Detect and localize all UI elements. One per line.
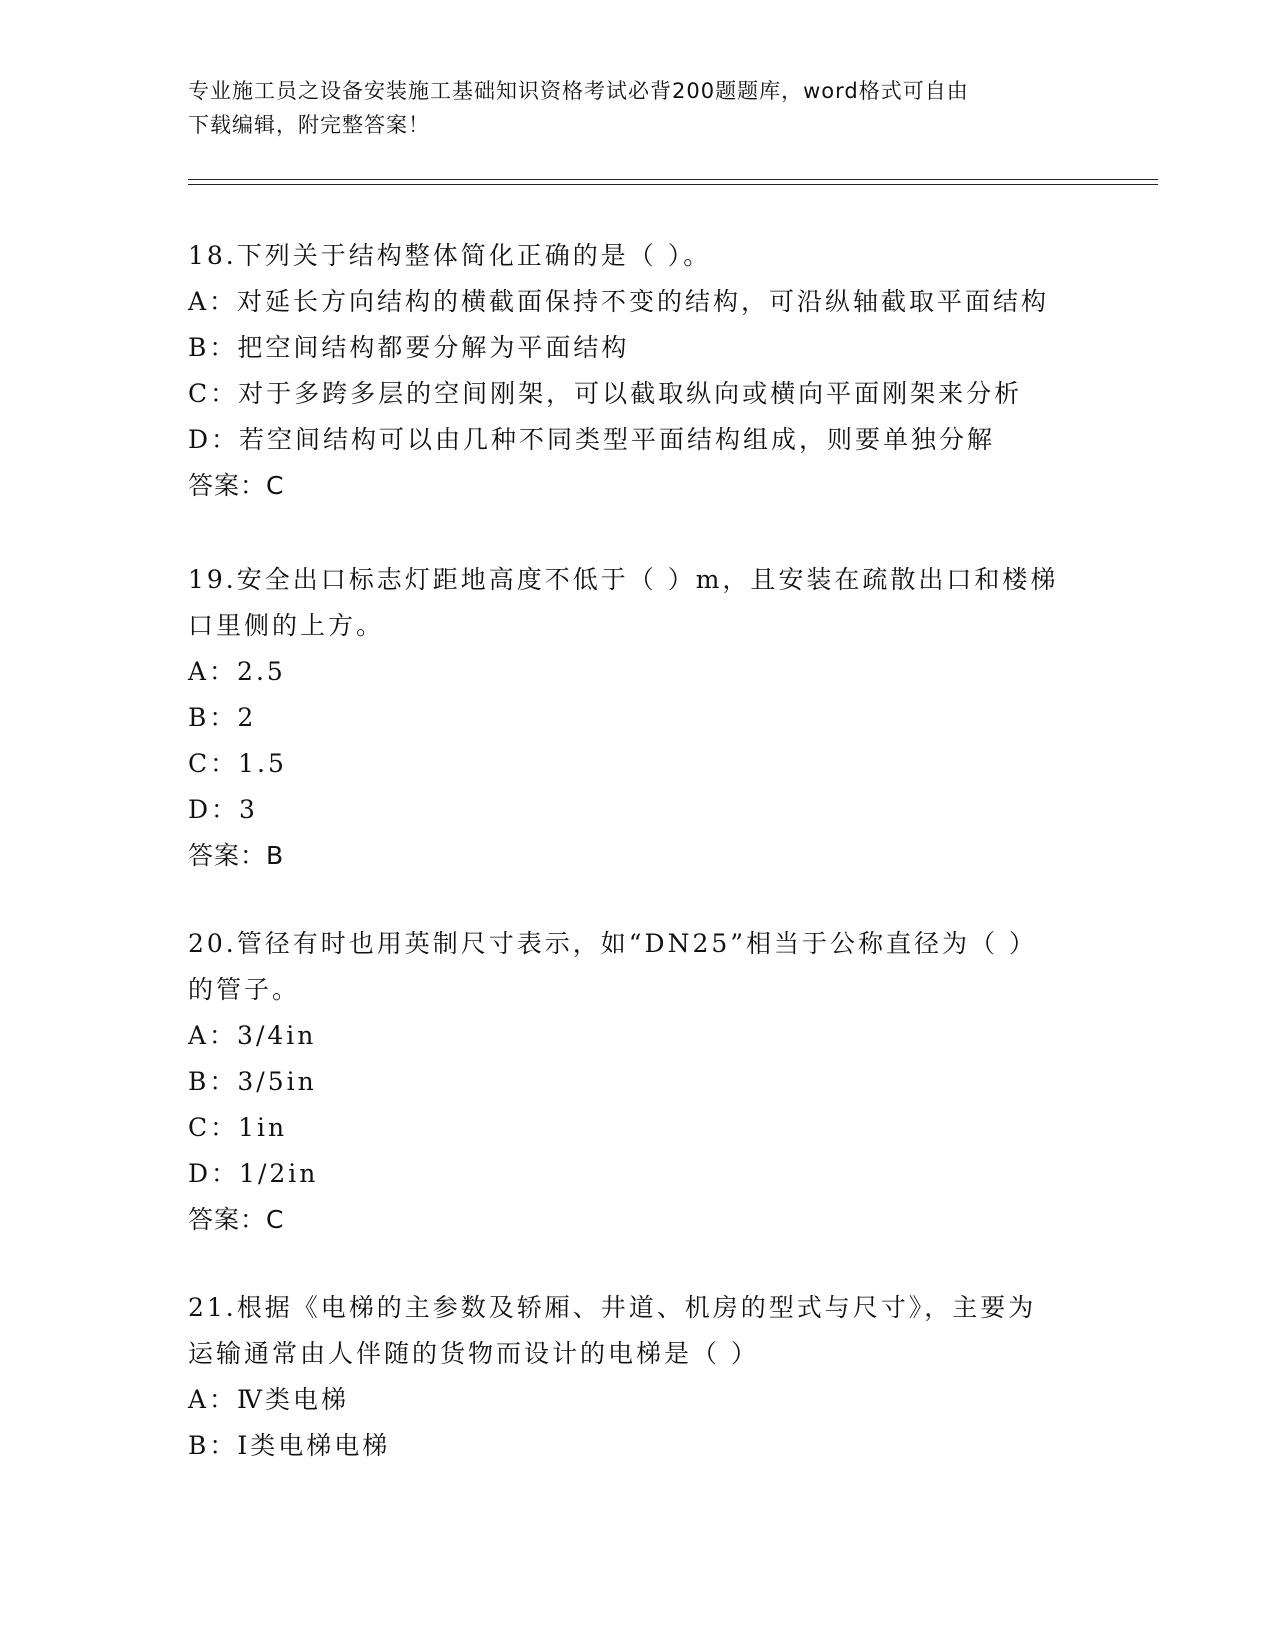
question-19	[188, 557, 1088, 879]
option-c: C：对于多跨多层的空间刚架，可以截取纵向或横向平面刚架来分析	[188, 379, 1023, 408]
question-stem: 19.安全出口标志灯距地高度不低于（ ）m，且安装在疏散出口和楼梯	[188, 565, 1059, 594]
option-a: A：3/4in	[188, 1021, 317, 1050]
question-20	[188, 921, 1088, 1243]
answer: 答案：C	[188, 1205, 285, 1234]
option-d: D：3	[188, 795, 258, 824]
document-header	[188, 74, 1088, 142]
header-line-2: 下载编辑，附完整答案！	[188, 113, 430, 137]
option-b: B：2	[188, 703, 257, 732]
question-21	[188, 1285, 1088, 1469]
option-a: A：2.5	[188, 657, 286, 686]
question-stem-continued: 的管子。	[188, 975, 301, 1004]
option-d: D：若空间结构可以由几种不同类型平面结构组成，则要单独分解	[188, 425, 996, 454]
question-stem-continued: 运输通常由人伴随的货物而设计的电梯是（ ）	[188, 1339, 759, 1368]
option-b: B：3/5in	[188, 1067, 317, 1096]
question-18	[188, 233, 1088, 509]
option-d: D：1/2in	[188, 1159, 319, 1188]
answer: 答案：B	[188, 841, 285, 870]
header-divider-bottom	[188, 184, 1158, 185]
question-stem: 20.管径有时也用英制尺寸表示，如“DN25”相当于公称直径为（ ）	[188, 929, 1037, 958]
question-stem: 21.根据《电梯的主参数及轿厢、井道、机房的型式与尺寸》，主要为	[188, 1293, 1037, 1322]
option-a: A：Ⅳ类电梯	[188, 1385, 350, 1414]
header-line-1: 专业施工员之设备安装施工基础知识资格考试必背200题题库，word格式可自由	[188, 79, 969, 103]
option-b: B：Ⅰ类电梯电梯	[188, 1431, 391, 1460]
option-a: A：对延长方向结构的横截面保持不变的结构，可沿纵轴截取平面结构	[188, 287, 1050, 316]
option-c: C：1in	[188, 1113, 288, 1142]
question-stem: 18.下列关于结构整体简化正确的是（ ）。	[188, 241, 712, 270]
option-c: C：1.5	[188, 749, 287, 778]
option-b: B：把空间结构都要分解为平面结构	[188, 333, 630, 362]
question-stem-continued: 口里侧的上方。	[188, 611, 385, 640]
header-divider-top	[188, 179, 1158, 180]
answer: 答案：C	[188, 471, 285, 500]
